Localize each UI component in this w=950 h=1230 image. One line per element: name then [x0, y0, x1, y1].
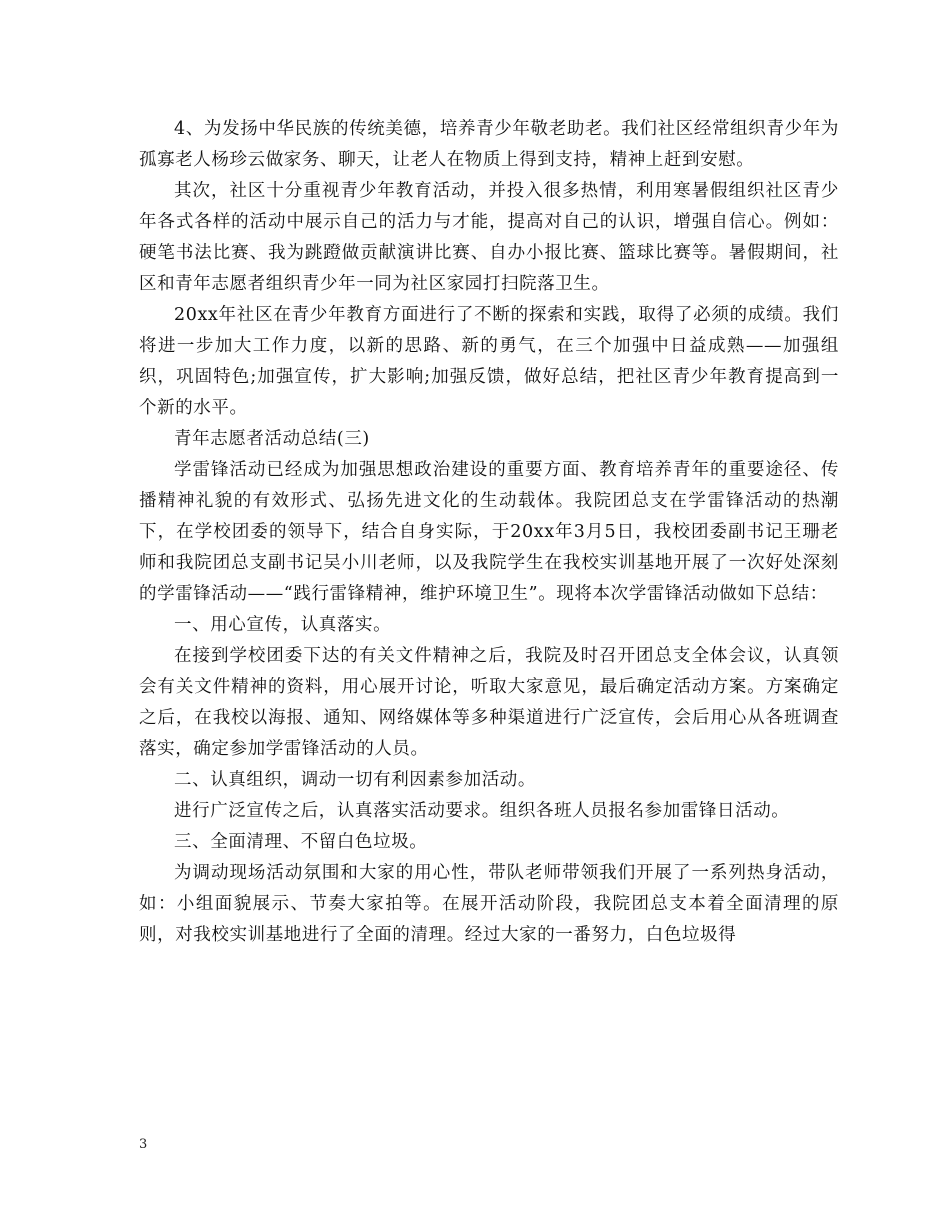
- paragraph-organization: 进行广泛宣传之后，认真落实活动要求。组织各班人员报名参加雷锋日活动。: [174, 801, 790, 821]
- heading-cleanup: 三、全面清理、不留白色垃圾。: [174, 832, 428, 852]
- document-body: [139, 114, 839, 951]
- section-title: 青年志愿者活动总结(三): [174, 429, 370, 449]
- heading-publicity: 一、用心宣传，认真落实。: [174, 615, 392, 635]
- paragraph-leifeng-intro: 学雷锋活动已经成为加强思想政治建设的重要方面、教育培养青年的重要途径、传播精神礼貌的有效形式、弘扬先进文化的生动载体。我院团总支在学雷锋活动的热潮下，在学校团委的领导下，结合自身实际，于20xx年3月5日，我校团委副书记王珊老师和我院团总支副书记吴小川老师，以及我院学生在我校实训基地开展了一次好处深刻的学雷锋活动——“践行雷锋精神，维护环境卫生”。现将本次学雷锋活动做如下总结：: [139, 460, 839, 604]
- heading-organization: 二、认真组织，调动一切有利因素参加活动。: [174, 770, 536, 790]
- paragraph-youth-activities: 其次，社区十分重视青少年教育活动，并投入很多热情，利用寒暑假组织社区青少年各式各样的活动中展示自己的活力与才能，提高对自己的认识，增强自信心。例如：硬笔书法比赛、我为跳蹬做贡献演讲比赛、自办小报比赛、篮球比赛等。暑假期间，社区和青年志愿者组织青少年一同为社区家园打扫院落卫生。: [139, 181, 839, 294]
- paragraph-respect-elders: 4、为发扬中华民族的传统美德，培养青少年敬老助老。我们社区经常组织青少年为孤寡老人杨珍云做家务、聊天，让老人在物质上得到支持，精神上赶到安慰。: [139, 119, 839, 170]
- paragraph-annual-summary: 20xx年社区在青少年教育方面进行了不断的探索和实践，取得了必须的成绩。我们将进一步加大工作力度，以新的思路、新的勇气，在三个加强中日益成熟——加强组织，巩固特色;加强宣传，扩大影响;加强反馈，做好总结，把社区青少年教育提高到一个新的水平。: [139, 305, 839, 418]
- paragraph-cleanup: 为调动现场活动氛围和大家的用心性，带队老师带领我们开展了一系列热身活动，如：小组面貌展示、节奏大家拍等。在展开活动阶段，我院团总支本着全面清理的原则，对我校实训基地进行了全面的清理。经过大家的一番努力，白色垃圾得: [139, 863, 839, 945]
- paragraph-publicity: 在接到学校团委下达的有关文件精神之后，我院及时召开团总支全体会议，认真领会有关文件精神的资料，用心展开讨论，听取大家意见，最后确定活动方案。方案确定之后，在我校以海报、通知、网络媒体等多种渠道进行广泛宣传，会后用心从各班调查落实，确定参加学雷锋活动的人员。: [139, 646, 839, 759]
- page-number: 3: [139, 1137, 148, 1152]
